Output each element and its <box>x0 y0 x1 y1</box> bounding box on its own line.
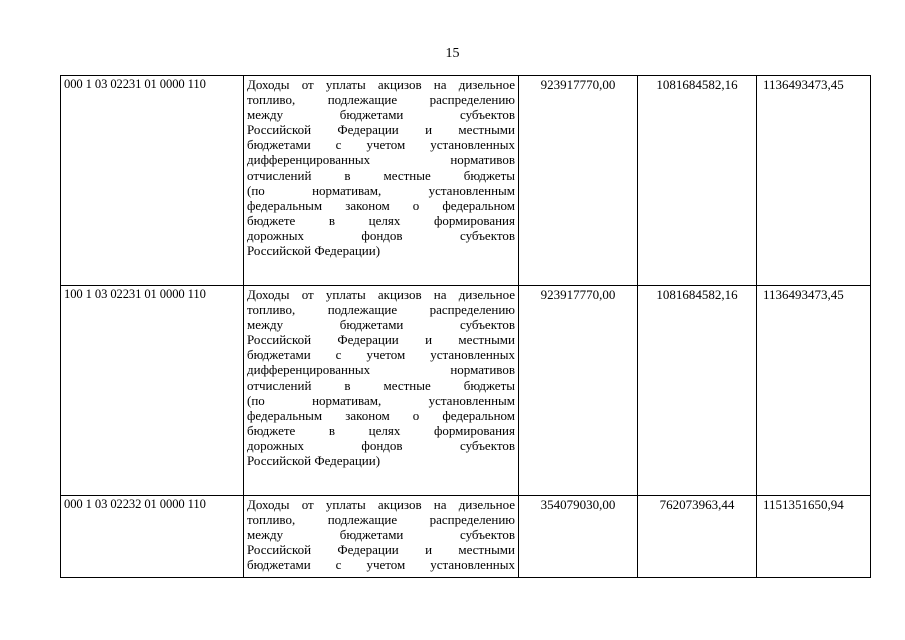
description-line: бюджетами с учетом установленных <box>247 557 515 573</box>
description-line: Российской Федерации) <box>247 243 381 259</box>
budget-revenue-table <box>60 75 871 578</box>
amount-year-1: 923917770,00 <box>519 76 638 286</box>
revenue-description <box>244 286 519 496</box>
description-line: федеральным законом о федеральном <box>247 407 515 423</box>
description-line: отчислений в местные бюджеты <box>247 167 515 183</box>
amount-year-2: 762073963,44 <box>638 496 757 578</box>
description-line: бюджете в целях формирования <box>247 422 515 438</box>
table-row <box>61 286 871 496</box>
page-number: 15 <box>445 46 460 61</box>
description-line: (по нормативам, установленным <box>247 182 515 198</box>
description-line: (по нормативам, установленным <box>247 392 515 408</box>
description-line: бюджете в целях формирования <box>247 212 515 228</box>
description-line: бюджетами с учетом установленных <box>247 347 515 363</box>
amount-year-2: 1081684582,16 <box>638 76 757 286</box>
amount-year-2: 1081684582,16 <box>638 286 757 496</box>
description-line: отчислений в местные бюджеты <box>247 377 515 393</box>
description-line: дифференцированных нормативов <box>247 152 515 168</box>
description-line: топливо, подлежащие распределению <box>247 302 515 318</box>
description-line: федеральным законом о федеральном <box>247 197 515 213</box>
description-line: Российской Федерации и местными <box>247 332 515 348</box>
description-line: Российской Федерации и местными <box>247 122 515 138</box>
table-row <box>61 496 871 578</box>
budget-classification-code: 100 1 03 02231 01 0000 110 <box>61 286 244 496</box>
description-line: бюджетами с учетом установленных <box>247 137 515 153</box>
description-line: Российской Федерации) <box>247 453 381 469</box>
description-line: Доходы от уплаты акцизов на дизельное <box>247 497 515 512</box>
description-line: Доходы от уплаты акцизов на дизельное <box>247 77 515 92</box>
description-line: дорожных фондов субъектов <box>247 227 515 243</box>
revenue-description <box>244 76 519 286</box>
amount-year-1: 923917770,00 <box>519 286 638 496</box>
description-line: Доходы от уплаты акцизов на дизельное <box>247 287 515 302</box>
description-line: дифференцированных нормативов <box>247 362 515 378</box>
table-row <box>61 76 871 286</box>
description-line: между бюджетами субъектов <box>247 527 515 543</box>
description-line: между бюджетами субъектов <box>247 107 515 123</box>
description-line: топливо, подлежащие распределению <box>247 512 515 528</box>
amount-year-3: 1151351650,94 <box>757 496 871 578</box>
description-line: топливо, подлежащие распределению <box>247 92 515 108</box>
description-line: между бюджетами субъектов <box>247 317 515 333</box>
description-line: Российской Федерации и местными <box>247 542 515 558</box>
amount-year-1: 354079030,00 <box>519 496 638 578</box>
description-line: дорожных фондов субъектов <box>247 437 515 453</box>
amount-year-3: 1136493473,45 <box>757 286 871 496</box>
budget-classification-code: 000 1 03 02232 01 0000 110 <box>61 496 244 578</box>
amount-year-3: 1136493473,45 <box>757 76 871 286</box>
revenue-description <box>244 496 519 578</box>
budget-classification-code: 000 1 03 02231 01 0000 110 <box>61 76 244 286</box>
